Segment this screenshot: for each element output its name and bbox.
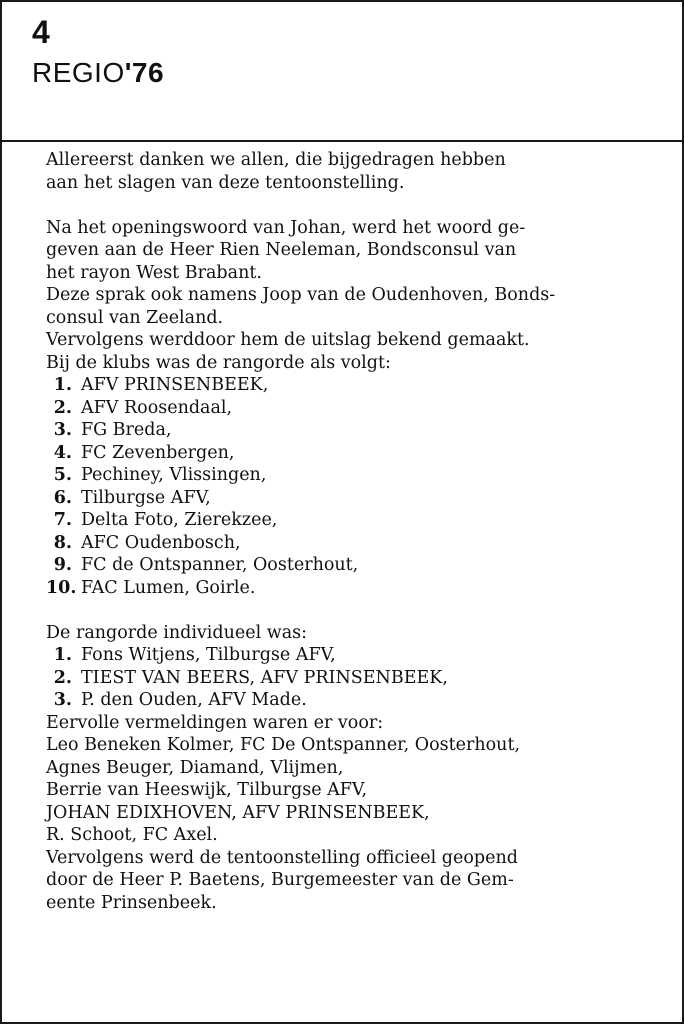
rank-number: 4. [53,442,72,463]
rank-number: 10. [46,577,77,598]
rank-text: Tilburgse AFV, [81,487,211,508]
individual-ranking-list [46,644,666,712]
list-item [46,509,666,532]
rank-text: FG Breda, [81,420,172,440]
rank-number: 3. [53,690,72,710]
rank-number: 2. [53,667,72,688]
list-item [46,419,666,442]
rank-text: AFV Roosendaal, [81,397,233,418]
magazine-title [32,56,164,90]
list-item [46,644,666,667]
closing-line: eente Prinsenbeek. [46,892,217,913]
club-ranking-list [46,374,666,599]
body-line: geven aan de Heer Rien Neeleman, Bondsconsul van [46,240,517,260]
list-item [46,532,666,555]
closing-line: JOHAN EDIXHOVEN, AFV PRINSENBEEK, [46,802,430,823]
rank-text: FC Zevenbergen, [81,442,235,463]
closing-line: Vervolgens werd de tentoonstelling officieel geopend [46,847,518,868]
rank-text: AFC Oudenbosch, [81,532,241,553]
magazine-title-name: REGIO [32,57,125,88]
list-item [46,442,666,465]
list-item [46,577,666,600]
rank-text: Fons Witjens, Tilburgse AFV, [81,645,336,665]
rank-text: FAC Lumen, Goirle. [81,577,256,598]
rank-number: 1. [53,375,72,395]
intro-line: aan het slagen van deze tentoonstelling. [46,172,405,193]
closing-line: Eervolle vermeldingen waren er voor: [46,712,384,733]
intro-line: Allereerst danken we allen, die bijgedragen hebben [46,150,506,170]
rank-number: 1. [53,645,72,665]
body-line: consul van Zeeland. [46,307,224,328]
rank-number: 3. [53,420,72,440]
article-body [46,149,666,914]
body-line: Bij de klubs was de rangorde als volgt: [46,352,391,373]
body-line: het rayon West Brabant. [46,262,262,283]
individual-heading: De rangorde individueel was: [46,622,308,643]
body-line: Deze sprak ook namens Joop van de Oudenhoven, Bonds- [46,285,556,305]
list-item [46,487,666,510]
page-header [2,2,682,142]
list-item [46,667,666,690]
page-number: 4 [32,14,50,50]
closing-line: Berrie van Heeswijk, Tilburgse AFV, [46,780,368,800]
list-item [46,464,666,487]
rank-text: FC de Ontspanner, Oosterhout, [81,555,359,575]
closing-line: door de Heer P. Baetens, Burgemeester van de Gem- [46,870,514,890]
rank-number: 8. [53,532,72,553]
rank-text: P. den Ouden, AFV Made. [81,690,307,710]
rank-number: 5. [53,465,72,485]
paragraph-gap [46,599,666,622]
list-item [46,374,666,397]
magazine-title-year: '76 [124,57,165,88]
body-line: Vervolgens werddoor hem de uitslag bekend gemaakt. [46,330,530,350]
closing-line: R. Schoot, FC Axel. [46,825,218,845]
rank-number: 7. [53,510,72,530]
closing-line: Leo Beneken Kolmer, FC De Ontspanner, Oosterhout, [46,735,521,755]
body-line: Na het openingswoord van Johan, werd het woord ge- [46,217,526,238]
rank-text: Pechiney, Vlissingen, [81,465,267,485]
rank-number: 9. [53,555,72,575]
list-item [46,554,666,577]
list-item [46,397,666,420]
list-item [46,689,666,712]
rank-text: Delta Foto, Zierekzee, [81,510,278,530]
rank-number: 6. [53,487,72,508]
rank-text: TIEST VAN BEERS, AFV PRINSENBEEK, [81,667,448,688]
closing-line: Agnes Beuger, Diamand, Vlijmen, [46,757,344,778]
paragraph-gap [46,194,666,217]
rank-number: 2. [53,397,72,418]
rank-text: AFV PRINSENBEEK, [81,375,269,395]
